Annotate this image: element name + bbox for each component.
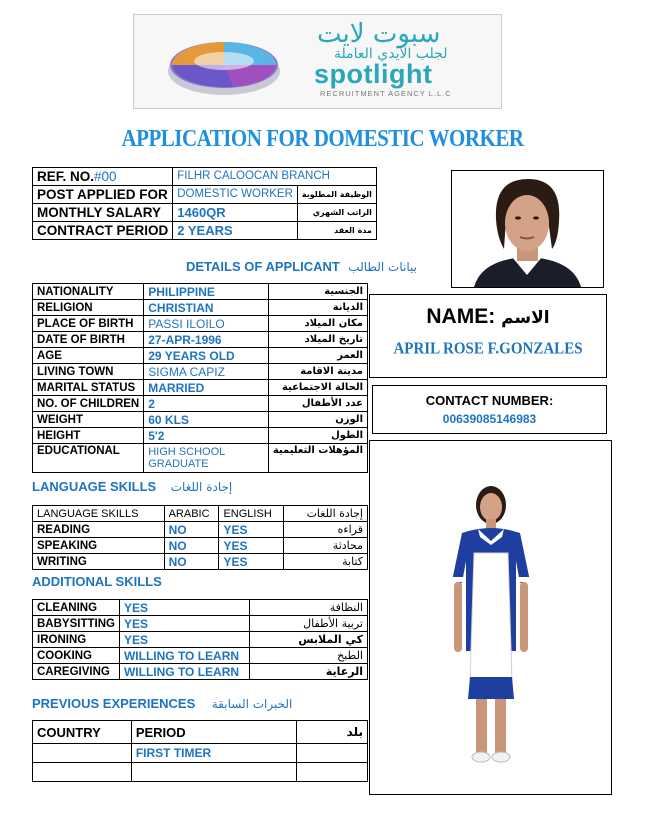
contact-label: CONTACT NUMBER:	[425, 393, 554, 408]
field-label-arabic: الطبخ	[250, 648, 368, 664]
column-header: ENGLISH	[219, 506, 284, 522]
table-row	[33, 284, 368, 300]
language-heading	[32, 478, 232, 496]
field-label-arabic: عدد الأطفال	[268, 396, 367, 412]
table-row	[33, 763, 368, 782]
field-value: WILLING TO LEARN	[119, 648, 249, 664]
additional-heading: ADDITIONAL SKILLS	[32, 574, 162, 589]
table-row	[33, 364, 368, 380]
column-header: PERIOD	[131, 721, 296, 744]
portrait-photo-icon	[452, 171, 603, 287]
field-value: 29 YEARS OLD	[144, 348, 269, 364]
english-level: YES	[219, 522, 284, 538]
name-label: NAME:	[426, 305, 496, 328]
field-label-arabic: الوزن	[268, 412, 367, 428]
period-cell: FIRST TIMER	[131, 744, 296, 763]
reference-table	[32, 167, 377, 240]
previous-experience-table	[32, 720, 368, 782]
field-label: WEIGHT	[33, 412, 144, 428]
column-header: ARABIC	[164, 506, 219, 522]
field-value: SIGMA CAPIZ	[144, 364, 269, 380]
table-row	[33, 554, 368, 570]
field-value: YES	[119, 632, 249, 648]
field-label-arabic: الوظيفة المطلوبة	[297, 186, 376, 204]
field-value: HIGH SCHOOL GRADUATE	[144, 444, 269, 473]
arabic-cell	[297, 744, 368, 763]
section-title-arabic: الخبرات السابقة	[211, 697, 293, 711]
field-label: READING	[33, 522, 165, 538]
ref-row	[33, 204, 377, 222]
field-label: MARITAL STATUS	[33, 380, 144, 396]
arabic-level: NO	[164, 538, 219, 554]
full-body-photo-icon	[370, 441, 611, 794]
ref-row	[33, 168, 377, 186]
page-title: APPLICATION FOR DOMESTIC WORKER	[121, 124, 524, 152]
field-label: PLACE OF BIRTH	[33, 316, 144, 332]
field-label: IRONING	[33, 632, 120, 648]
field-value: PHILIPPINE	[144, 284, 269, 300]
field-value: MARRIED	[144, 380, 269, 396]
field-value: 27-APR-1996	[144, 332, 269, 348]
field-label: COOKING	[33, 648, 120, 664]
additional-skills-table	[32, 599, 368, 680]
field-value: YES	[119, 616, 249, 632]
period-cell	[131, 763, 296, 782]
column-header: COUNTRY	[33, 721, 132, 744]
table-header-row	[33, 506, 368, 522]
contact-number: 00639085146983	[442, 412, 537, 426]
logo-english-name: spotlight	[314, 59, 433, 89]
field-label-arabic: تاريخ الميلاد	[268, 332, 367, 348]
table-row	[33, 744, 368, 763]
section-title-arabic: إجادة اللغات	[170, 480, 233, 494]
field-value: 60 KLS	[144, 412, 269, 428]
field-label-arabic: محادثة	[284, 538, 368, 554]
table-row	[33, 600, 368, 616]
field-label: RELIGION	[33, 300, 144, 316]
field-label-arabic: الجنسية	[268, 284, 367, 300]
field-value: 1460QR	[173, 204, 298, 222]
section-title: LANGUAGE SKILLS	[32, 479, 157, 494]
table-row	[33, 300, 368, 316]
field-label-arabic: الحالة الاجتماعية	[268, 380, 367, 396]
contact-box	[372, 385, 607, 434]
name-label-arabic: الاسم	[501, 308, 550, 328]
table-row	[33, 380, 368, 396]
table-row	[33, 632, 368, 648]
field-label: POST APPLIED FOR	[33, 186, 173, 204]
field-label-arabic: مدة العقد	[297, 222, 376, 240]
name-label-line	[370, 305, 606, 329]
field-label-arabic: الراتب الشهري	[297, 204, 376, 222]
ref-row	[33, 222, 377, 240]
field-label-arabic: تربية الأطفال	[250, 616, 368, 632]
field-value: 2 YEARS	[173, 222, 298, 240]
field-label-arabic: مدينة الاقامة	[268, 364, 367, 380]
section-title: PREVIOUS EXPERIENCES	[32, 696, 196, 711]
field-label: SPEAKING	[33, 538, 165, 554]
country-cell	[33, 763, 132, 782]
field-label-arabic: الطول	[268, 428, 367, 444]
previous-heading	[32, 695, 292, 713]
field-label: EDUCATIONAL	[33, 444, 144, 473]
field-label-arabic: المؤهلات التعليمية	[268, 444, 367, 473]
table-row	[33, 616, 368, 632]
logo-arabic-name: سبوت لايت	[317, 19, 441, 49]
field-label: CLEANING	[33, 600, 120, 616]
table-row	[33, 522, 368, 538]
logo-subtitle: RECRUITMENT AGENCY L.L.C	[320, 89, 452, 98]
field-label-arabic: كي الملابس	[250, 632, 368, 648]
branch-name: FILHR CALOOCAN BRANCH	[173, 168, 377, 186]
applicant-details-table	[32, 283, 368, 473]
field-label-arabic: مكان الميلاد	[268, 316, 367, 332]
field-label-arabic: قراءه	[284, 522, 368, 538]
section-title: DETAILS OF APPLICANT	[186, 259, 340, 274]
language-skills-table	[32, 505, 368, 570]
field-label: CAREGIVING	[33, 664, 120, 680]
arabic-level: NO	[164, 554, 219, 570]
table-row	[33, 332, 368, 348]
field-value: CHRISTIAN	[144, 300, 269, 316]
field-label-arabic: العمر	[268, 348, 367, 364]
english-level: YES	[219, 538, 284, 554]
field-label: WRITING	[33, 554, 165, 570]
table-header-row	[33, 721, 368, 744]
arabic-cell	[297, 763, 368, 782]
table-row	[33, 348, 368, 364]
field-label-arabic: الرعاية	[250, 664, 368, 680]
column-header: إجادة اللغات	[284, 506, 368, 522]
arabic-level: NO	[164, 522, 219, 538]
field-label: BABYSITTING	[33, 616, 120, 632]
ref-label-cell	[33, 168, 173, 186]
field-value: PASSI ILOILO	[144, 316, 269, 332]
field-value: WILLING TO LEARN	[119, 664, 249, 680]
field-label: LIVING TOWN	[33, 364, 144, 380]
field-label: DATE OF BIRTH	[33, 332, 144, 348]
name-box	[369, 294, 607, 378]
field-label: CONTRACT PERIOD	[33, 222, 173, 240]
table-row	[33, 648, 368, 664]
portrait-photo	[451, 170, 604, 288]
logo-arabic-tagline: لجلب الايدي العاملة	[334, 46, 448, 62]
table-row	[33, 316, 368, 332]
field-value: 5'2	[144, 428, 269, 444]
ref-row	[33, 186, 377, 204]
table-row	[33, 412, 368, 428]
table-row	[33, 428, 368, 444]
full-body-photo	[369, 440, 612, 795]
field-label-arabic: كتابة	[284, 554, 368, 570]
table-row	[33, 444, 368, 473]
column-header: بلد	[297, 721, 368, 744]
field-value: 2	[144, 396, 269, 412]
field-label: NATIONALITY	[33, 284, 144, 300]
field-value: YES	[119, 600, 249, 616]
table-row	[33, 664, 368, 680]
field-label: HEIGHT	[33, 428, 144, 444]
country-cell	[33, 744, 132, 763]
logo-disc-icon	[164, 25, 284, 99]
ref-label: REF. NO.	[37, 169, 95, 184]
details-heading	[186, 258, 417, 276]
english-level: YES	[219, 554, 284, 570]
column-header: LANGUAGE SKILLS	[33, 506, 165, 522]
field-label-arabic: النظافة	[250, 600, 368, 616]
field-label-arabic: الديانة	[268, 300, 367, 316]
field-value: DOMESTIC WORKER	[173, 186, 298, 204]
table-row	[33, 396, 368, 412]
field-label: NO. OF CHILDREN	[33, 396, 144, 412]
agency-logo	[133, 14, 502, 109]
field-label: AGE	[33, 348, 144, 364]
applicant-name: APRIL ROSE F.GONZALES	[393, 339, 583, 359]
section-title-arabic: بيانات الطالب	[348, 260, 417, 274]
ref-number: #00	[94, 169, 117, 184]
table-row	[33, 538, 368, 554]
field-label: MONTHLY SALARY	[33, 204, 173, 222]
